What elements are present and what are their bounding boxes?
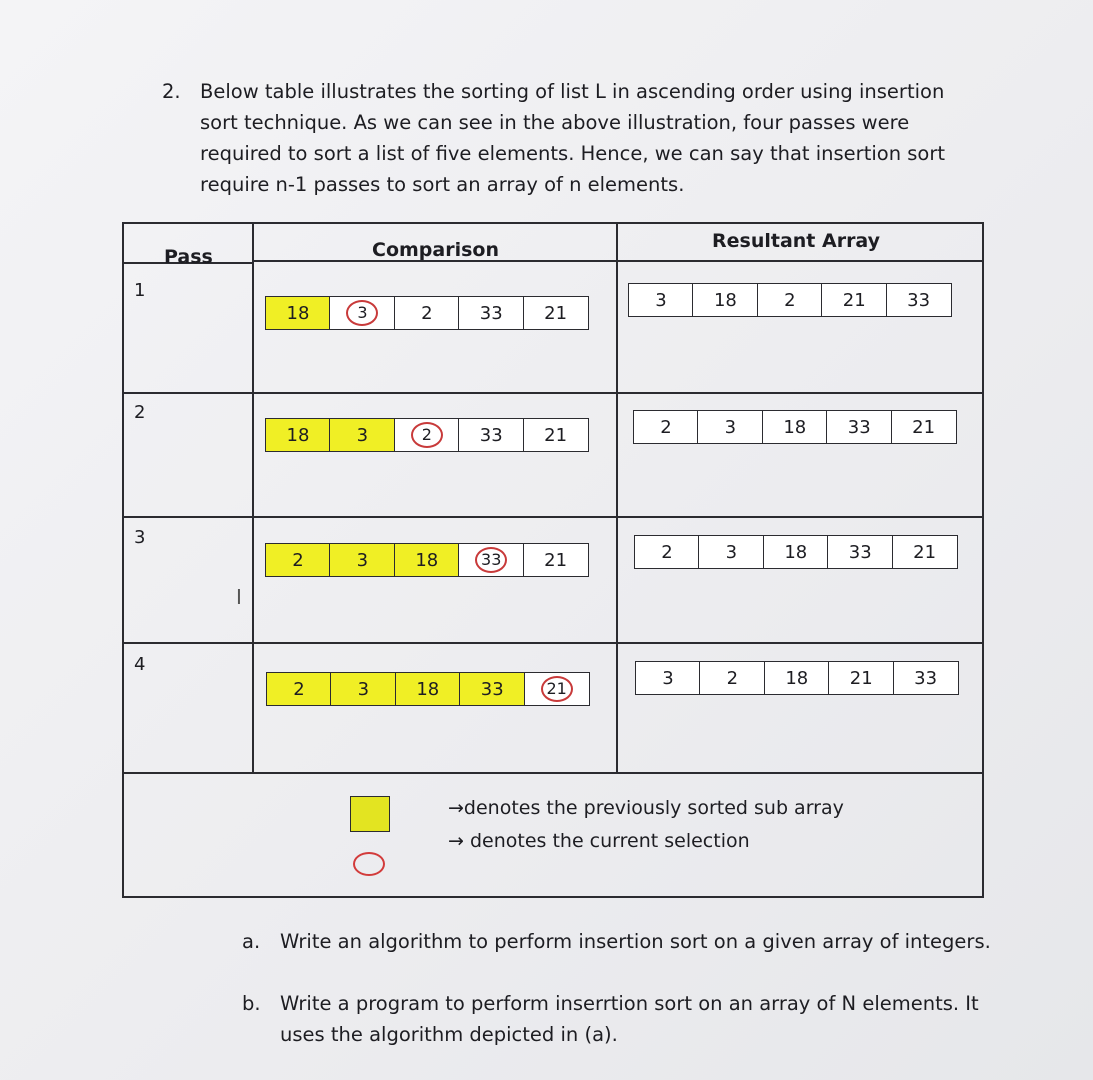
pass-header: Pass	[164, 246, 213, 268]
result-cell	[628, 283, 694, 317]
result-cell-value: 18	[713, 289, 737, 311]
result-cell-value: 21	[912, 416, 936, 438]
comparison-cell-value: 33	[480, 678, 504, 700]
result-array	[628, 283, 952, 317]
subquestion-b-text: Write a program to perform inserrtion sort on an array of N elements. It uses the algorithm depicted in (a).	[280, 992, 979, 1046]
result-cell	[892, 535, 958, 569]
comparison-cell-value: 21	[541, 676, 573, 702]
comparison-header: Comparison	[372, 239, 499, 261]
comparison-array	[265, 296, 589, 330]
comparison-cell	[329, 543, 395, 577]
result-array	[633, 410, 957, 444]
result-cell-value: 21	[913, 541, 937, 563]
result-array	[634, 535, 958, 569]
result-cell	[757, 283, 823, 317]
comparison-cell	[330, 672, 396, 706]
comparison-cell-value: 3	[357, 678, 370, 700]
comparison-cell	[265, 296, 331, 330]
comparison-cell	[394, 543, 460, 577]
pass-number: 1	[134, 280, 146, 301]
result-cell-value: 33	[907, 289, 931, 311]
result-cell	[891, 410, 957, 444]
comparison-cell-value: 18	[416, 678, 440, 700]
subquestion-b	[242, 988, 1002, 1050]
subquestion-a-label: a.	[242, 930, 261, 953]
comparison-array	[266, 672, 590, 706]
comparison-cell-value: 21	[544, 424, 568, 446]
comparison-cell-value: 2	[421, 302, 433, 324]
comparison-cell	[459, 672, 525, 706]
result-cell	[763, 535, 829, 569]
comparison-cell-value: 21	[544, 302, 568, 324]
comparison-cell-value: 2	[293, 678, 305, 700]
comparison-cell	[458, 543, 524, 577]
result-cell-value: 21	[849, 667, 873, 689]
comparison-cell	[266, 672, 332, 706]
pass-number: 4	[134, 654, 146, 675]
question-2	[162, 76, 972, 200]
comparison-cell	[394, 418, 460, 452]
resultant-array-header: Resultant Array	[712, 230, 881, 252]
comparison-cell	[458, 418, 524, 452]
result-cell	[886, 283, 952, 317]
header-divider	[252, 260, 984, 262]
result-cell	[634, 535, 700, 569]
comparison-cell-value: 33	[479, 424, 503, 446]
result-cell	[698, 535, 764, 569]
comparison-cell	[523, 418, 589, 452]
comparison-cell	[523, 543, 589, 577]
result-column-divider	[616, 222, 618, 774]
result-cell-value: 3	[724, 416, 737, 438]
current-selection-circle-icon	[353, 852, 385, 876]
comparison-cell-value: 3	[346, 300, 378, 326]
pass-number: 2	[134, 402, 146, 423]
comparison-array	[265, 543, 589, 577]
result-cell	[699, 661, 765, 695]
comparison-cell-value: 33	[479, 302, 503, 324]
result-cell	[893, 661, 959, 695]
result-cell	[633, 410, 699, 444]
comparison-cell	[395, 672, 461, 706]
comparison-cell-value: 18	[286, 424, 310, 446]
result-array	[635, 661, 959, 695]
result-cell-value: 2	[660, 416, 672, 438]
result-cell	[826, 410, 892, 444]
row-divider-2	[122, 516, 984, 518]
result-cell-value: 2	[726, 667, 739, 689]
subquestion-a-text: Write an algorithm to perform insertion sort on a given array of integers.	[280, 930, 991, 953]
result-cell-value: 18	[785, 667, 809, 689]
comparison-cell	[394, 296, 460, 330]
comparison-array	[265, 418, 589, 452]
subquestion-a	[242, 926, 1002, 957]
result-cell-value: 18	[783, 416, 807, 438]
comparison-cell	[523, 296, 589, 330]
comparison-cell-value: 18	[286, 302, 310, 324]
question-text: Below table illustrates the sorting of list L in ascending order using insertion sort technique. As we can see in the above illustration, four passes were required to sort a list of five elements. Hence, we can say that insertion sort require n-1 passes to sort an array of n elements.	[200, 80, 945, 196]
result-cell	[635, 661, 701, 695]
result-cell	[828, 661, 894, 695]
comparison-cell	[265, 543, 331, 577]
subquestion-b-label: b.	[242, 992, 261, 1015]
comparison-cell	[329, 418, 395, 452]
comparison-cell-value: 3	[356, 424, 369, 446]
result-cell	[827, 535, 893, 569]
result-cell	[697, 410, 763, 444]
result-cell-value: 3	[725, 541, 738, 563]
result-cell	[764, 661, 830, 695]
comparison-cell-value: 18	[415, 549, 439, 571]
pass-column-divider	[252, 222, 254, 774]
row-divider-1	[122, 392, 984, 394]
comparison-cell-value: 33	[475, 547, 507, 573]
result-cell	[762, 410, 828, 444]
legend-divider	[122, 772, 984, 774]
result-cell-value: 3	[662, 667, 674, 689]
result-cell-value: 33	[848, 541, 872, 563]
result-cell	[692, 283, 758, 317]
result-cell-value: 18	[784, 541, 808, 563]
comparison-cell	[458, 296, 524, 330]
comparison-cell-value: 2	[292, 549, 304, 571]
comparison-cell	[329, 296, 395, 330]
result-cell-value: 33	[914, 667, 938, 689]
comparison-cell-value: 2	[411, 422, 443, 448]
comparison-cell-value: 3	[356, 549, 369, 571]
comparison-cell	[524, 672, 590, 706]
pass-number: 3	[134, 527, 146, 548]
text-cursor-icon: I	[236, 585, 242, 609]
result-cell-value: 33	[847, 416, 871, 438]
result-cell	[821, 283, 887, 317]
result-cell-value: 2	[784, 289, 796, 311]
comparison-cell-value: 21	[544, 549, 568, 571]
result-cell-value: 21	[842, 289, 866, 311]
question-number: 2.	[162, 80, 181, 103]
comparison-cell	[265, 418, 331, 452]
legend-current-text: → denotes the current selection	[448, 830, 750, 852]
legend-sorted-text: →denotes the previously sorted sub array	[448, 797, 844, 819]
row-divider-3	[122, 642, 984, 644]
result-cell-value: 2	[661, 541, 673, 563]
result-cell-value: 3	[655, 289, 667, 311]
sorted-legend-swatch	[350, 796, 390, 832]
